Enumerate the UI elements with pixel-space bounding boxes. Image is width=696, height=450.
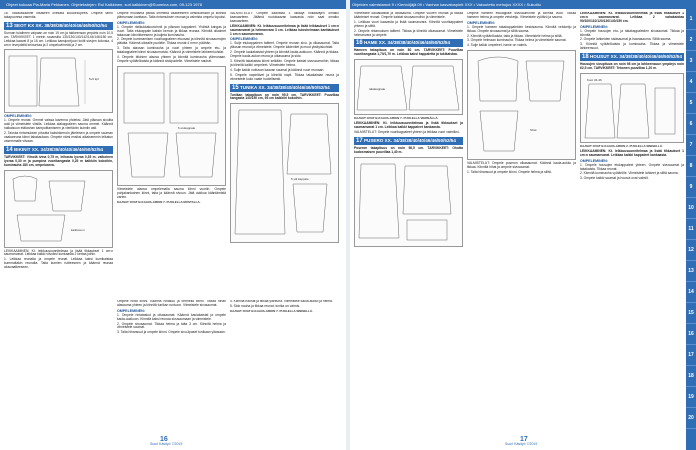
instruction: 2. Ompele lahkeiden sisäsaumat ja haarasauma. Silitä sauma. <box>580 37 672 42</box>
section-number: 18 <box>582 54 589 61</box>
instruction: 2. Kiinnitä vyötärökaista, taita ja tikkaa. Viimeistele helma ja silitä. <box>467 33 563 38</box>
instruction: 2. Ompele kaulakaistat yhteen ja kiinnitä kaula-aukkoon. Käännä ja tikkaa. Ompele kaula-aukon reuna ja olkasauma ja sido. <box>230 50 339 59</box>
side-tab: 9 <box>686 177 696 198</box>
top-left-text: Ohjeet kokoaa Pia-Maria Pekkanen. Ohjetekstejen: Roi Kalkkinen, suri.kalkkinen@Suomina.com, 09-123 1978 <box>6 2 202 7</box>
instruction: 3. Ompele helmaan kuminauha. Tikkaa helma ja viimeistele saumat. <box>467 38 567 43</box>
side-tab: 17 <box>686 345 696 366</box>
side-tab: 13 <box>686 261 696 282</box>
pattern-figure <box>117 66 226 186</box>
side-tab: 15 <box>686 303 696 324</box>
section-header-16 <box>354 39 463 47</box>
figure-caption: KAAVAT OVAT B-KAAVA-ARKIN 7. PUOLELLA MUSTALLA. <box>117 199 201 204</box>
subheading: OMPELEMINEN: <box>117 20 145 25</box>
figure-label: Koot 34-46 <box>587 77 602 82</box>
pattern-diagram <box>118 67 225 185</box>
instruction: 1. Ompele rintataskut ja olkasaumat. Käännä kaulakaistat ja ompele kaula-aukkoon. Kiinnitä kaksi reunaa sivusaumaan ja viimeistele. <box>117 312 226 321</box>
side-tab-strip <box>686 9 696 450</box>
instruction: 5. Ompele napinlävet ja kiinnitä napit. Tikkaa takakaistan reuna ja viimeistele koko vaate huolellisesti. <box>230 72 339 81</box>
side-tab: 2 <box>686 30 696 51</box>
figure-label: hihat <box>530 128 537 133</box>
side-tab: 1 <box>686 9 696 30</box>
instruction: 1. Sulje etukappaleen taitteet. Ompele reunan sivu- ja olkasaumat. Taita yläosan reunat ja viimeistele. Ompele kädentiet ja muut yksityiskohdat. <box>230 41 339 50</box>
figure-label: kaikissa m <box>71 227 86 232</box>
pattern-diagram <box>355 60 462 114</box>
cutting-text: LEIKKAAMINEN: Kt. leikkuusuunnitelmaa ja lisää tikkaukset 1 cm:n saumanvarat. Leikkaa kaikki kappaleet kankaasta. <box>580 148 684 157</box>
subheading: OMPELEMINEN: <box>580 158 608 163</box>
instruction: VALMISTELUT: Ompele puseron olkasaumat. Käännä kaula-aukko ja tikkaa. Kiinnitä hihat ja ompele sivusaumat. <box>467 161 576 170</box>
section-header-15 <box>230 84 339 92</box>
cutting-text: LEIKKAAMINEN: Kt. leikkuusuunnitelmaa ja lisää leikkaukset 1 cm:n saumanvarat ja helmanvara 3 cm. Leikkaa tuloshelmaan kanttaukset 1 cm:n saumanvaran. <box>230 23 339 36</box>
section-text: Sunnan tulaiheen vaipaan oe noin 19 cm ja takkeensan ympäris noin 10,5 cm. TARVIKKEET: 1 metrin ruoansilla 130/130/140/142/144/146/150 cm. Leikkaa kaavat 8 ja 16 cm. Leikkaa kansiportjuuri kuitti sivujen kokosia, 4 cm:n leveydellä keinuntaa ja 2 ompeluvihreää ja 2 cm. <box>4 30 113 47</box>
side-tab: 5 <box>686 93 696 114</box>
pattern-figure <box>580 73 684 143</box>
pattern-figure <box>467 50 576 160</box>
side-tab: 7 <box>686 135 696 156</box>
instruction: 5. Sido nauha ja tikkaa reunat, tunika on valmis. <box>230 303 301 308</box>
pattern-diagram <box>5 171 112 247</box>
footer-left: Suuri Käsityö 7/2019 <box>150 442 183 447</box>
instruction: 1. Taita hihansuut ja ompele kiinni. Ompele helma ja silitä. <box>467 170 552 175</box>
instruction: 3. Kiinnitä takakaista kiinni selkään. Ompele kaistat sivusaumoihin, tikkaa ja kiinnitä kaikki ompeleet. Viimeistele helma. <box>230 58 339 67</box>
column-1 <box>4 12 113 437</box>
section-text: TARVIKKEET: Viinolä ivina 0,75 m, leihasta lycraa 0,35 m, valkoinen lycraa 0,30 m ja pumpina vuorikangasta 0,25 m kaikkiin kokoihin, kuminauha 180 cm, ompeluarva. <box>4 154 113 167</box>
side-tab: 16 <box>686 324 696 345</box>
instruction: 2. Ompele kummamisen vuorikappaleen etuosasi ja kiinnitä sivusaumojen ylälaita. Käännä oikealle puolelle. Tikkaa reunat 4 mm:n päähän. <box>117 37 226 46</box>
cutting-text: LEIKKAAMINEN: Kt. leikkuusuunnitelmaa ja lisää tikkaukset ja saumanvarat 1 cm. Leikkaa kaikki kappaleet kankaasta. <box>354 121 463 130</box>
section-number: 16 <box>356 40 363 47</box>
pattern-figure <box>230 103 339 243</box>
subheading: OMPELEMINEN: <box>230 37 258 42</box>
top-right-text: Ohjeiden valmistamot 9 • Kiertoöjäjä 09 • Vanhan kasvatuspintt XXX • Vakuutettu mehujus XXXX • Sukutilu <box>352 2 541 7</box>
instruction: 2. Ompele sivusaumat. Tikkaa helma ja taita 3 cm. Kiinnitä helma ja viimeistele saumat. <box>117 321 226 330</box>
subheading: OMPELEMINEN: <box>580 24 608 29</box>
instruction: 1. Leikkaa vuori kaavasta ja lisää saumanvara. Kiinnitä vuorikappaleet yhteen ja silitä. <box>354 19 463 28</box>
side-tab: 14 <box>686 282 696 303</box>
instruction: 4. Sulje kaikki ompeleet, hame on valmis. <box>467 43 528 48</box>
page-number-left: 16 <box>160 436 168 444</box>
figure-label: 6 etukappale <box>178 125 196 130</box>
instruction: Viimeistele alaosa ompelemalla sauma kiinni vuoriin. Ompele pohjakankainen kiinni, taita ja käännä sivuun. Jätä aukkoa kääntämistä varten. <box>117 186 226 199</box>
instruction: 1. Ompele housujen etu- ja takakappaleiden sivusaumat. Tikkaa ja kiinnitä. <box>580 28 684 37</box>
instruction: 4. Kiinnitä nauhat ja tikkaa yläreuna. Viimeistele kaula-aukko ja helma. <box>230 300 333 303</box>
instruction: 3. Ompele kaikki saumat ja housut ovat valmiit. <box>580 176 649 181</box>
section-number: 13 <box>6 22 13 29</box>
side-tab: 10 <box>686 198 696 219</box>
pattern-diagram <box>355 158 462 246</box>
page-spine <box>346 0 350 450</box>
instruction: LEIKKAAMINEN: Kt. leikkuusuunnitelmaa ja lisää tikkaukset 1 cm:n saumanvarat. Leikkaa kaikki viivoiksi kunkaasta 2 kertaa joihin. <box>4 248 113 257</box>
section-title: HOUSUT XX. 34/38/38/40/40/46/46/50/52/54 <box>589 54 682 60</box>
section-header-14 <box>4 146 113 154</box>
side-tab: 12 <box>686 240 696 261</box>
figure-label: takakappale <box>369 87 386 92</box>
subheading: OMPELEMINEN: <box>117 308 145 313</box>
figure-caption: KAAVAT OVAT B-KAAVA-ARKIN 7. PUOLELLA SINISELLÄ. <box>230 308 313 313</box>
section-title: HAME XX. 34/38/38/40/40/46/46/50/52/54 <box>363 40 451 46</box>
column-6 <box>467 12 576 437</box>
pattern-diagram <box>231 104 338 242</box>
figure-caption: KAAVAT OVAT B-KAAVA-ARKIN 7. PUOLELLA VIHREÄLLÄ. <box>354 116 439 121</box>
instruction: 1. Ompele hameen takakappaleiden keskisauma. Kiinnitä vetoketju ja tikkaa. Ompele sivusaumat ja silitä sauma. <box>467 24 576 33</box>
figure-label: 6 ylä kappale <box>291 177 309 182</box>
footer-right: Suuri Käsityö 7/2019 <box>505 442 538 447</box>
instruction: Viimeistele kaulakaistat ja olkasauma. Ompele vuoren reunaa ja tikkaa käänteiset reunat. Ompele kaistat sivusaumoihin ja viimeistele. <box>354 12 463 19</box>
section-number: 15 <box>232 84 239 91</box>
side-tab: 6 <box>686 114 696 135</box>
instruction: Ompele hameen etukappale sivusaumoihin ja kiinnitä vuori. Tikkaa hameen helma ja ompele vetoketju. Viimeistele vyötärö ja sauma. <box>467 12 576 19</box>
section-text: Hameen takapituus on noin 80 cm. TARVIKKEET: Puuvillaa vuorikangasta 1,70/1,70 m. Leikkaa kaksi kappaletta ja tukikaistaa. <box>354 48 463 57</box>
side-tab: 3 <box>686 51 696 72</box>
section-text: Tunikan takapituus on noin 95,5 cm. TARVIKKEET: Puuvillaa kangasta 140/150 cm, 95 cm kaikkiin kokoihin. <box>230 92 339 101</box>
section-number: 17 <box>356 137 363 144</box>
column-4 <box>117 300 339 437</box>
instruction: 1. Leikkaa reunalta ja ompele reunat. Leikkaa kaksi kumikaistaa kummaltakin reunalta. Taita kumien ruitteeseen ja käännä reunaa alusvaatteeseen. <box>4 257 113 270</box>
column-5 <box>354 12 463 437</box>
section-title: SEOT KX XK. 38/38/38/40/40/46/46/50/52/54 <box>13 22 107 28</box>
instruction: VALMISTELUT: Ompele kaavasta 3 olkaayt nollaavajen omaiko kaavaarteen. Jätämä ruutukaavan kaavasta noin saat omaiko kaavaarteen. <box>230 12 339 23</box>
instruction: 1. Ompele ristikukkakuvioinnit ja yläosan kappaleet. Yhdistä kangas ja vuori. Taita etukappale kaksin kerroin ja tikkaa reunaa. Kiinnitä olkaimet takaosan kiinnikkeeseen ja kuljeta kuminauha. <box>117 24 226 37</box>
side-tab: 18 <box>686 366 696 387</box>
pattern-figure <box>4 170 113 248</box>
instruction: 3. Taita hihansuut ja ompele kiinni. Ompele sivu-lipaset tunikaan yläosaan. <box>117 330 226 335</box>
section-header-17 <box>354 137 463 145</box>
instruction: 4. Sulje kaikki nuttuvan kaavan saumat ja käännä vuori reunaan. <box>230 67 325 72</box>
instruction: 4. Ompele bikinien alaosa yhteen ja kiinnitä kuminauha yläreunaan. Ompele vyötärökaista ja käännä sisäpuolelle. Viimeistele nauhat. <box>117 55 226 63</box>
instruction: 2. Kiinnitä kuminauha vyötärölle. Viimeistele lahkeet ja silitä sauma. <box>580 171 679 176</box>
side-tab: 20 <box>686 408 696 429</box>
subheading: OMPELEMINEN: <box>467 20 495 25</box>
instruction: 3. Taita alaosan kuminauha ja vuori yhteen ja ompele etu- ja takakappaleet kiinni sivusaumoista. Käännä ja viimeistele lahkeenkohdat. <box>117 46 226 55</box>
pattern-figure <box>354 59 463 115</box>
instruction: 2. Taivuta rintamuksen pituutta kaksinkerroin jäteleisen ja ompele sauman vaakareuna kiinni takakaulaan. Ompele nämi ensiksi aikaisemmin leikatun vasemmalle viivaan. <box>4 131 113 143</box>
instruction: Ompele muutama pitkää ommelta vaatteeseen keskikohtaan ja kiinnitä yläreunaan kanttaus. Taita rintamuksen reunaa ja valmista ompelu lopuksi. <box>117 12 226 19</box>
section-text: Housujen sivupituus on noin 98 cm ja lahkeensuun ympärys noin 62,5 cm. TARVIKKEET: Tekonen puuvillaa 1,20 m. <box>580 62 684 71</box>
pattern-diagram <box>468 51 575 159</box>
figure-caption: KAAVAT OVAT B-KAAVA-ARKIN 2. PUOLELLA SINISELLÄ. <box>580 143 663 148</box>
section-title: PUSERO XX. 34/38/38/40/40/46/46/50/52/54 <box>363 137 456 143</box>
section-title: BIKINIT XX. 34/38/38/40/40/46/46/50/52/54 <box>13 146 104 152</box>
section-text: Puseron takapituus on noin 56,5 cm. TARVIKKEET: Ohutta kudosmaisen puuvillaa 1,40 m. <box>354 145 463 154</box>
instruction: VALMISTELUT: Ompele vuorikappaleet yhteen ja leikkaa vuori valmiiksi. <box>354 129 460 134</box>
pattern-diagram <box>581 74 683 142</box>
subheading: OMPELEMINEN: <box>4 114 32 119</box>
pattern-figure <box>354 157 463 247</box>
section-title: TUNIKA XX. 34/38/38/40/40/46/46/50/52/54 <box>239 84 330 90</box>
instruction: 2. Ompele rintamuksen taitteet. Tikkaa ja kiinnitä olkasaumat. Viimeistele helmanvara ja ompele. <box>354 28 463 37</box>
instruction: 1. Ompele reunat. Ommel vaissa kavenna yhdeksi. Jätä yläosan sivuilta auki ja viimeistele vitsilla. Leikkaa alakappaleen sauma ommel. Käännä halkaisuun etälarvian kampuittamiseen ja vieritäviin kulmiin asti. <box>4 118 113 131</box>
pattern-figure <box>4 49 113 113</box>
section-header-13 <box>4 22 113 30</box>
instruction: 1. Ompele housujen etukappaleet yhteen. Ompele sivusaumat ja takakaista. Tikkaa reunat. <box>580 162 684 171</box>
column-7 <box>580 12 684 437</box>
intro-text: 16. Tikkaussäänne otsaseen ovesata kokoorsupeea. Ompele tärrin takapuoresa vasenäs. <box>4 12 113 19</box>
pattern-diagram <box>5 50 112 112</box>
side-tab: 19 <box>686 387 696 408</box>
side-tab: 8 <box>686 156 696 177</box>
instruction: Ompele hihat kiinni. Käännä hihasuu ja ommella kiinni. Tikkaa hihan alasauma yhteen ja kiinnitä tunikan runkoon. Viimeistele sivusaumat. <box>117 300 226 307</box>
section-number: 14 <box>6 146 13 153</box>
page-number-right: 17 <box>520 436 528 444</box>
side-tab: 4 <box>686 72 696 93</box>
section-header-18 <box>580 53 684 61</box>
figure-label: 5+5 kpl <box>89 77 99 82</box>
side-tab: 11 <box>686 219 696 240</box>
instruction: 3. Kiinnitä vyötärökaista ja kuminauha. Tikkaa ja viimeistele lahkeensuut. <box>580 42 684 51</box>
cutting-text: LEIKKAAMINEN: Kt. leikkuusuunnitelmaa ja lisää tikkaukset 1 cm:n saumanvarat. Leikkaa 2 vahakaistaa 90/100/110/120/130/140/150 cm. <box>580 12 684 23</box>
